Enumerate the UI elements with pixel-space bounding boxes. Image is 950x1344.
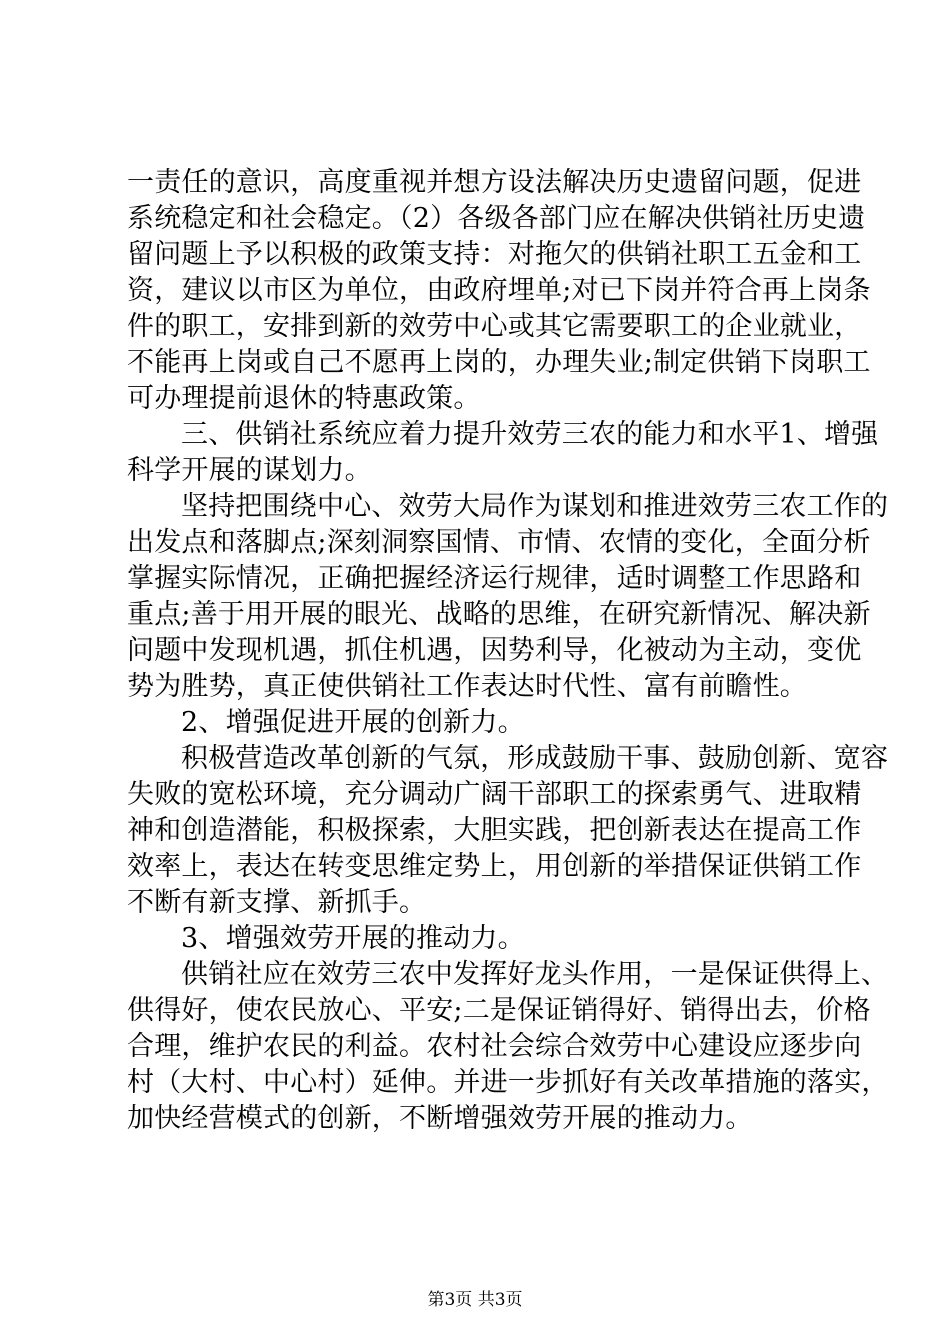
- text-line: 坚持把围绕中心、效劳大局作为谋划和推进效劳三农工作的: [181, 491, 889, 522]
- text-line: 留问题上予以积极的政策支持：对拖欠的供销社职工五金和工: [127, 239, 862, 270]
- text-line: 合理，维护农民的利益。农村社会综合效劳中心建设应逐步向: [127, 1031, 862, 1062]
- text-line: 件的职工，安排到新的效劳中心或其它需要职工的企业就业，: [127, 311, 862, 342]
- page-number-label: 第3页 共3页: [427, 1290, 523, 1310]
- text-line: 不断有新支撑、新抓手。: [127, 887, 427, 918]
- text-line: 村（大村、中心村）延伸。并进一步抓好有关改革措施的落实，: [127, 1067, 889, 1098]
- text-line: 三、供销社系统应着力提升效劳三农的能力和水平1、增强: [181, 419, 879, 450]
- text-line: 积极营造改革创新的气氛，形成鼓励干事、鼓励创新、宽容: [181, 743, 889, 774]
- text-line: 2、增强促进开展的创新力。: [181, 707, 525, 738]
- text-line: 一责任的意识，高度重视并想方设法解决历史遗留问题，促进: [127, 167, 862, 198]
- text-line: 可办理提前退休的特惠政策。: [127, 383, 481, 414]
- document-body: [127, 165, 889, 1137]
- text-line: 重点;善于用开展的眼光、战略的思维，在研究新情况、解决新: [127, 599, 871, 630]
- page-footer: [0, 1290, 950, 1310]
- text-line: 出发点和落脚点;深刻洞察国情、市情、农情的变化，全面分析: [127, 527, 871, 558]
- text-line: 科学开展的谋划力。: [127, 455, 372, 486]
- text-line: 加快经营模式的创新，不断增强效劳开展的推动力。: [127, 1103, 753, 1134]
- text-line: 效率上，表达在转变思维定势上，用创新的举措保证供销工作: [127, 851, 862, 882]
- text-line: 供销社应在效劳三农中发挥好龙头作用，一是保证供得上、: [181, 959, 889, 990]
- text-line: 失败的宽松环境，充分调动广阔干部职工的探索勇气、进取精: [127, 779, 862, 810]
- text-line: 不能再上岗或自己不愿再上岗的，办理失业;制定供销下岗职工: [127, 347, 871, 378]
- text-line: 系统稳定和社会稳定。（2）各级各部门应在解决供销社历史遗: [127, 203, 866, 234]
- text-line: 资，建议以市区为单位，由政府埋单;对已下岗并符合再上岗条: [127, 275, 871, 306]
- text-line: 掌握实际情况，正确把握经济运行规律，适时调整工作思路和: [127, 563, 862, 594]
- text-line: 势为胜势，真正使供销社工作表达时代性、富有前瞻性。: [127, 671, 807, 702]
- text-line: 供得好，使农民放心、平安;二是保证销得好、销得出去，价格: [127, 995, 871, 1026]
- text-line: 3、增强效劳开展的推动力。: [181, 923, 525, 954]
- text-line: 问题中发现机遇，抓住机遇，因势利导，化被动为主动，变优: [127, 635, 862, 666]
- text-line: 神和创造潜能，积极探索，大胆实践，把创新表达在提高工作: [127, 815, 862, 846]
